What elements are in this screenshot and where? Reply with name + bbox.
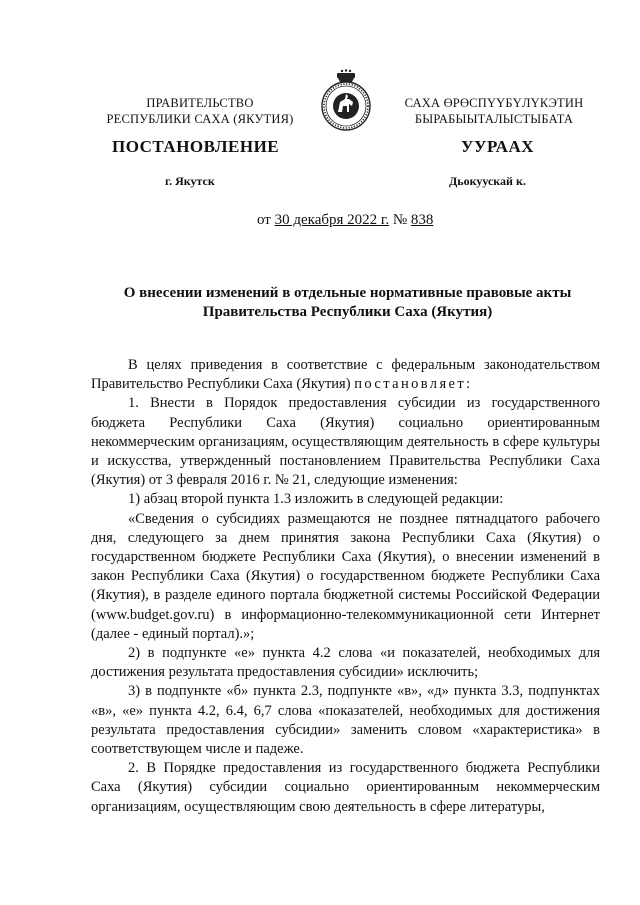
document-dateline: [257, 212, 433, 229]
issuer-name-yakut: [394, 95, 594, 127]
city-russian: г. Якутск: [165, 174, 215, 188]
document-number: 838: [410, 212, 434, 228]
document-subject: [100, 284, 595, 322]
body-paragraph: 3) в подпункте «б» пункта 2.3, подпункте «в», «д» пункта 3.3, подпунктах «в», «е» пункта 4.2, 6.4, 6,7 слова «показателей, необходимых для достижения результата предоставления субсидии» заменить словом «характеристика» в соответствующем числе и падеже.: [91, 683, 600, 758]
issuer-line: САХА ӨРӨСПҮҮБҮЛҮКЭТИН: [404, 96, 584, 110]
intro-resolves: постановляет:: [354, 376, 473, 393]
body-paragraph: 1) абзац второй пункта 1.3 изложить в следующей редакции:: [128, 491, 504, 508]
body-paragraph: 1. Внести в Порядок предоставления субсидии из государственного бюджета Республики Саха (Якутия) социально ориентированным некоммерческим организациям, осуществляющим деятельность в сфере культуры и искусства, утвержденный постановлением Правительства Республики Саха (Якутия) от 3 февраля 2016 г. № 21, следующие изменения:: [91, 395, 600, 489]
issuer-line: РЕСПУБЛИКИ САХА (ЯКУТИЯ): [106, 112, 294, 126]
body-paragraph-intro: [91, 356, 600, 394]
document-date: 30 декабря 2022 г.: [274, 212, 390, 228]
subject-line: О внесении изменений в отдельные нормативные правовые акты: [123, 285, 572, 301]
body-paragraph-quote: «Сведения о субсидиях размещаются не позднее пятнадцатого рабочего дня, следующего за днем принятия закона Республики Саха (Якутия) о государственном бюджете Республики Саха (Якутия), о внесении изменений в закон Республики Саха (Якутия) о государственном бюджете Республики Саха (Якутия), в разделе единого портала бюджетной системы Российской Федерации (www.budget.gov.ru) в информационно-телекоммуникационной сети Интернет (далее - единый портал).»;: [91, 510, 600, 642]
coat-of-arms-emblem: [318, 68, 374, 134]
issuer-line: БЫРАБЫЫТАЛЫСТЫБАТА: [414, 112, 574, 126]
issuer-line: ПРАВИТЕЛЬСТВО: [146, 96, 254, 110]
city-yakut: Дьокуускай к.: [449, 174, 526, 188]
dateline-number-label: №: [389, 212, 411, 228]
intro-text: В целях приведения в соответствие с федеральным законодательством Правительство Республики Саха (Якутия): [91, 357, 600, 393]
document-body: [91, 356, 600, 817]
issuer-name-russian: [102, 95, 298, 127]
dateline-prefix: от: [257, 212, 275, 228]
document-type-yakut: УУРААХ: [461, 137, 534, 156]
body-paragraph: 2. В Порядке предоставления из государственного бюджета Республики Саха (Якутия) субсидии социально ориентированным некоммерческим организациям, осуществляющим свою деятельность в сфере литературы,: [91, 760, 600, 815]
body-paragraph: 2) в подпункте «е» пункта 4.2 слова «и показателей, необходимых для достижения результата предоставления субсидии» исключить;: [91, 645, 600, 681]
document-type-russian: ПОСТАНОВЛЕНИЕ: [112, 137, 280, 156]
subject-line: Правительства Республики Саха (Якутия): [202, 304, 493, 320]
